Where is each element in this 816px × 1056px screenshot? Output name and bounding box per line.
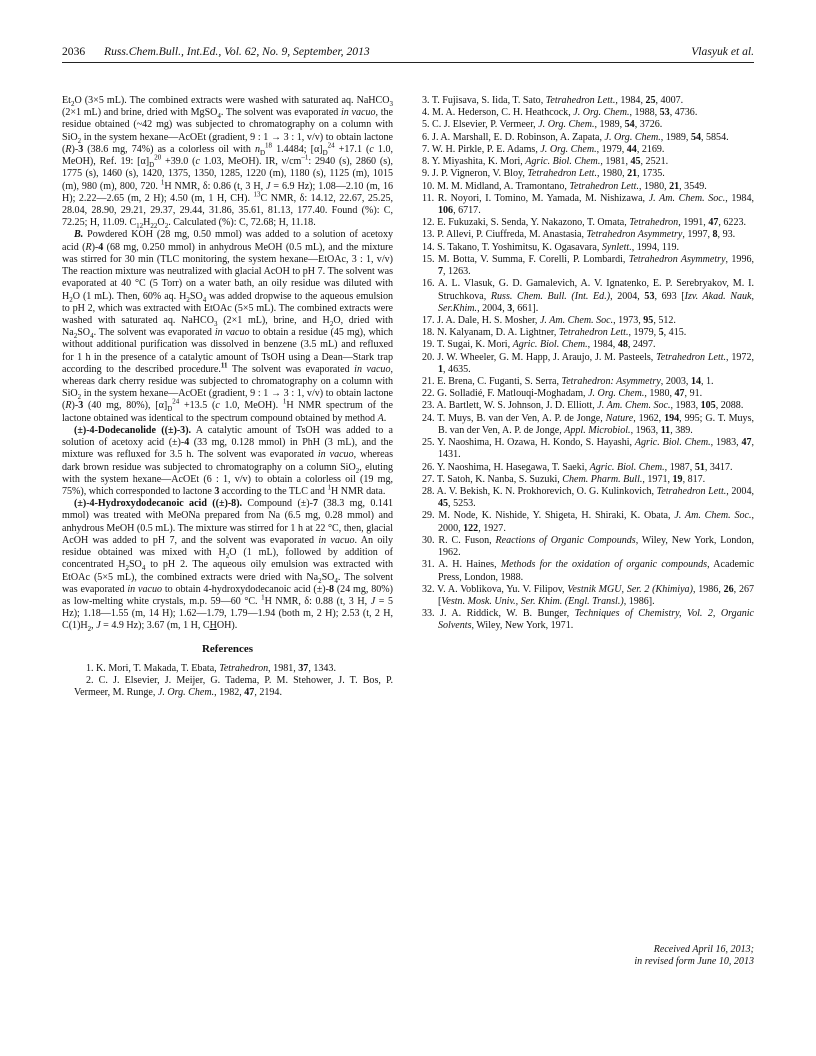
right-column: [422, 95, 754, 633]
reference-5: 5. C. J. Elsevier, P. Vermeer, J. Org. Chem., 1989, 54, 3726.: [422, 119, 663, 131]
reference-20: 20. J. W. Wheeler, G. M. Happ, J. Araujo, J. M. Pasteels, Tetrahedron Lett., 1972, 1, 4635.: [422, 351, 754, 375]
reference-10: 10. M. M. Midland, A. Tramontano, Tetrahedron Lett., 1980, 21, 3549.: [422, 180, 707, 192]
experimental-paragraph-1: $Et_2O$ (3×5 mL). The combined extracts were washed with saturated aq. NaHCO$_3$ (2×1 mL) and brine, dried with MgSO$_4$. The solvent was evaporated in vacuo, the residue obtained (~42 mg) was subjected to chromatography on a column with SiO$_2$ in the system hexane—AcOEt (gradient, 9 : 1 → 3 : 1, v/v) to obtain lactone (R)-3 (38.6 mg, 74%) as a colorless oil with $n_D^{18}$ 1.4484; $[\alpha]_D^{24} +17.1$ (c 1.0, MeOH), Ref. 19: $[\alpha]_D^{20} +39.0$ (c 1.03, MeOH). IR, $\nu/cm^{-1}$: 2940 (s), 2860 (s), 1775 (s), 1460 (s), 1420, 1375, 1350, 1285, 1220 (m), 1180 (s), 1125 (m), 1015 (m), 980 (m), 800, 720. $^1$H NMR, δ: 0.86 (t, 3 H, J = 6.9 Hz); 1.08—2.10 (m, 16 H); 2.22—2.65 (m, 2 H); 4.50 (m, 1 H, CH). $^{13}$C NMR, δ: 14.12, 22.67, 25.25, 28.04, 28.90, 29.21, 29.37, 29.44, 31.86, 35.61, 81.13, 177.40. Found (%): C, 72.25; H, 11.09. $C_{12}H_{22}O_2$. Calculated (%): C, 72.68; H, 11.18.: [62, 95, 394, 231]
reference-30: 30. R. C. Fuson, Reactions of Organic Compounds, Wiley, New York, London, 1962.: [422, 534, 754, 559]
experimental-paragraph-dodecanolide: (±)-4-Dodecanolide ((±)-3). A catalytic amount of TsOH was added to a solution of acetoxy acid (±)-4 (33 mg, 0.128 mmol) in PhH (3 mL), and the mixture was refluxed for 3.5 h. The solvent was evaporated in vacuo, whereas dark brown residue was subjected to chromatography on a column SiO$_2$, eluting with the system hexane—AcOEt (6 : 1, v/v) to obtain a colorless oil (19 mg, 75%), which corresponded to lactone 3 according to the TLC and $^1$H NMR data.: [62, 424, 393, 497]
reference-22: 22. G. Solladié, F. Matlouqi-Moghadam, J. Org. Chem., 1980, 47, 91.: [422, 388, 703, 400]
running-header: [62, 44, 754, 63]
reference-4: 4. M. A. Hederson, C. H. Heathcock, J. Org. Chem., 1988, 53, 4736.: [422, 107, 698, 119]
reference-26: 26. Y. Naoshima, H. Hasegawa, T. Saeki, Agric. Biol. Chem., 1987, 51, 3417.: [422, 461, 733, 473]
reference-16: 16. A. L. Vlasuk, G. D. Gamalevich, A. V. Ignatenko, E. P. Serebryakov, M. I. Struchkova, Russ. Chem. Bull. (Int. Ed.), 2004, 53, 693 [Izv. Akad. Nauk, Ser.Khim., 2004, 3, 661].: [422, 278, 755, 314]
reference-25: 25. Y. Naoshima, H. Ozawa, H. Kondo, S. Hayashi, Agric. Biol. Chem., 1983, 47, 1431.: [422, 437, 755, 461]
reference-13: 13. P. Allevi, P. Ciuffreda, M. Anastasia, Tetrahedron Asymmetry, 1997, 8, 93.: [422, 229, 736, 241]
reference-23: 23. A. Bartlett, W. S. Johnson, J. D. Elliott, J. Am. Chem. Soc., 1983, 105, 2088.: [422, 400, 744, 412]
reference-15: 15. M. Botta, V. Summa, F. Corelli, P. Lombardi, Tetrahedron Asymmetry, 1996, 7, 1263.: [422, 253, 754, 278]
reference-12: 12. E. Fukuzaki, S. Senda, Y. Nakazono, T. Omata, Tetrahedron, 1991, 47, 6223.: [422, 217, 747, 229]
received-date: Received April 16, 2013;: [653, 944, 754, 955]
reference-31: 31. A. H. Haines, Methods for the oxidation of organic compounds, Academic Press, London, 1988.: [422, 559, 755, 583]
left-column: [62, 95, 393, 700]
reference-14: 14. S. Takano, T. Yoshimitsu, K. Ogasavara, Synlett., 1994, 119.: [422, 241, 680, 253]
author-names: Vlasyuk et al.: [691, 45, 754, 58]
reference-28: 28. A. V. Bekish, K. N. Prokhorevich, O. G. Kulinkovich, Tetrahedron Lett., 2004, 45, 5253.: [422, 486, 754, 510]
references-heading: References: [201, 642, 254, 655]
reference-18: 18. N. Kalyanam, D. A. Lightner, Tetrahedron Lett., 1979, 5, 415.: [422, 327, 687, 339]
reference-21: 21. E. Brena, C. Fuganti, S. Serra, Tetrahedron: Asymmetry, 2003, 14, 1.: [422, 376, 714, 388]
reference-3: 3. T. Fujisava, S. Iida, T. Sato, Tetrahedron Lett., 1984, 25, 4007.: [422, 95, 684, 106]
page-number: 2036: [62, 45, 86, 58]
journal-citation: Russ.Chem.Bull., Int.Ed., Vol. 62, No. 9, September, 2013: [104, 45, 370, 58]
reference-6: 6. J. A. Marshall, E. D. Robinson, A. Zapata, J. Org. Chem., 1989, 54, 5854.: [422, 131, 729, 143]
reference-27: 27. T. Satoh, K. Nanba, S. Suzuki, Chem. Pharm. Bull., 1971, 19, 817.: [422, 473, 706, 485]
reference-32: 32. V. A. Voblikova, Yu. V. Filipov, Vestnik MGU, Ser. 2 (Khimiya), 1986, 26, 267 [Vestn. Mosk. Univ., Ser. Khim. (Engl. Transl.), 1986].: [422, 583, 755, 607]
reference-1: 1. K. Mori, T. Makada, T. Ebata, Tetrahedron, 1981, 37, 1343.: [86, 662, 336, 674]
reference-7: 7. W. H. Pirkle, P. E. Adams, J. Org. Chem., 1979, 44, 2169.: [422, 143, 665, 155]
reference-2: 2. C. J. Elsevier, J. Meijer, G. Tadema, P. M. Stehower, J. T. Bos, P. Vermeer, M. Runge, J. Org. Chem., 1982, 47, 2194.: [74, 675, 393, 699]
experimental-paragraph-hydroxydodecanoic-acid: (±)-4-Hydroxydodecanoic acid ((±)-8). Compound (±)-7 (38.3 mg, 0.141 mmol) was treated with MeONa prepared from Na (6.5 mg, 0.28 mmol) and anhydrous MeOH (0.5 mL). The mixture was stirred for 1 h at 22 °C, then, glacial AcOH was added to pH 7, and the solvent was evaporated in vacuo. An oily residue obtained was mixed with $H_2O$ (1 mL), followed by addition of concentrated $H_2SO_4$ to pH 2. The aqueous oily emulsion was extracted with EtOAc (5×5 mL), the combined extracts were dried with $Na_2SO_4$. The solvent was evaporated in vacuo to obtain 4-hydroxydodecanoic acid (±)-8 (24 mg, 80%) as low-melting white crystals, m.p. 59—60 °C. $^1$H NMR, δ: 0.88 (t, 3 H, J = 5 Hz); 1.18—1.55 (m, 14 H); 1.62—1.79, 1.79—1.94 (both m, 2 H); 2.53 (t, 2 H, $C(1)H_2$, J = 4.9 Hz); 3.67 (m, 1 H, CHOH).: [62, 498, 394, 634]
revised-date: in revised form June 10, 2013: [634, 956, 754, 968]
reference-24: 24. T. Muys, B. van der Ven, A. P. de Jonge, Nature, 1962, 194, 995; G. T. Muys, B. van der Ven, A. P. de Jonge, Appl. Microbiol., 1963, 11, 389.: [422, 412, 755, 436]
reference-9: 9. J. P. Vigneron, V. Bloy, Tetrahedron Lett., 1980, 21, 1735.: [422, 168, 665, 180]
reference-29: 29. M. Node, K. Nishide, Y. Shigeta, H. Shiraki, K. Obata, J. Am. Chem. Soc., 2000, 122, 1927.: [422, 510, 754, 534]
reference-11: 11. R. Noyori, I. Tomino, M. Yamada, M. Nishizawa, J. Am. Chem. Soc., 1984, 106, 6717.: [422, 192, 754, 216]
reference-8: 8. Y. Miyashita, K. Mori, Agric. Biol. Chem., 1981, 45, 2521.: [422, 156, 669, 168]
received-dates: [634, 944, 754, 968]
reference-17: 17. J. A. Dale, H. S. Mosher, J. Am. Chem. Soc., 1973, 95, 512.: [422, 314, 676, 326]
experimental-paragraph-method-b: B. Powdered KOH (28 mg, 0.50 mmol) was added to a solution of acetoxy acid (R)-4 (68 mg, 0.250 mmol) in anhydrous MeOH (0.5 mL), and the mixture was stirred for 30 min (TLC monitoring, the system hexane—EtOAc, 3 : 1, v/v) The reaction mixture was neutralized with glacial AcOH to pH 7. The solvent was evaporated at 40 °C (5 Torr) on a water bath, an oily residue was diluted with $H_2O$ (1 mL). Then, 60% aq. $H_2SO_4$ was added dropwise to the aqueous emulsion to pH 2, which was extracted with EtOAc (5×5 mL). The combined extracts were washed with saturated aq. NaHCO$_3$ (2×1 mL), brine, and $H_2O$, dried with $Na_2SO_4$. The solvent was evaporated in vacuo to obtain a residue (45 mg), which without additional purification was dissolved in benzene (3.5 mL) and refluxed for 1 h in the presence of a catalytic amount of TsOH using a Dean—Stark trap according to the described procedure.$^{11}$ The solvent was evaporated in vacuo, whereas dark cherry residue was subjected to chromatography on a column with SiO$_2$ in the system hexane—AcOEt (gradient, 9 : 1 → 3 : 1, v/v) to obtain lactone (R)-3 (40 mg, 80%), $[\alpha]_D^{24} +13.5$ (c 1.0, MeOH). $^1$H NMR spectrum of the lactone obtained was identical to the spectrum compound obtained by method A.: [62, 229, 393, 424]
reference-19: 19. T. Sugai, K. Mori, Agric. Biol. Chem., 1984, 48, 2497.: [422, 339, 656, 351]
reference-33: 33. J. A. Riddick, W. B. Bunger, Techniques of Chemistry, Vol. 2, Organic Solvents, Wiley, New York, 1971.: [422, 608, 755, 632]
